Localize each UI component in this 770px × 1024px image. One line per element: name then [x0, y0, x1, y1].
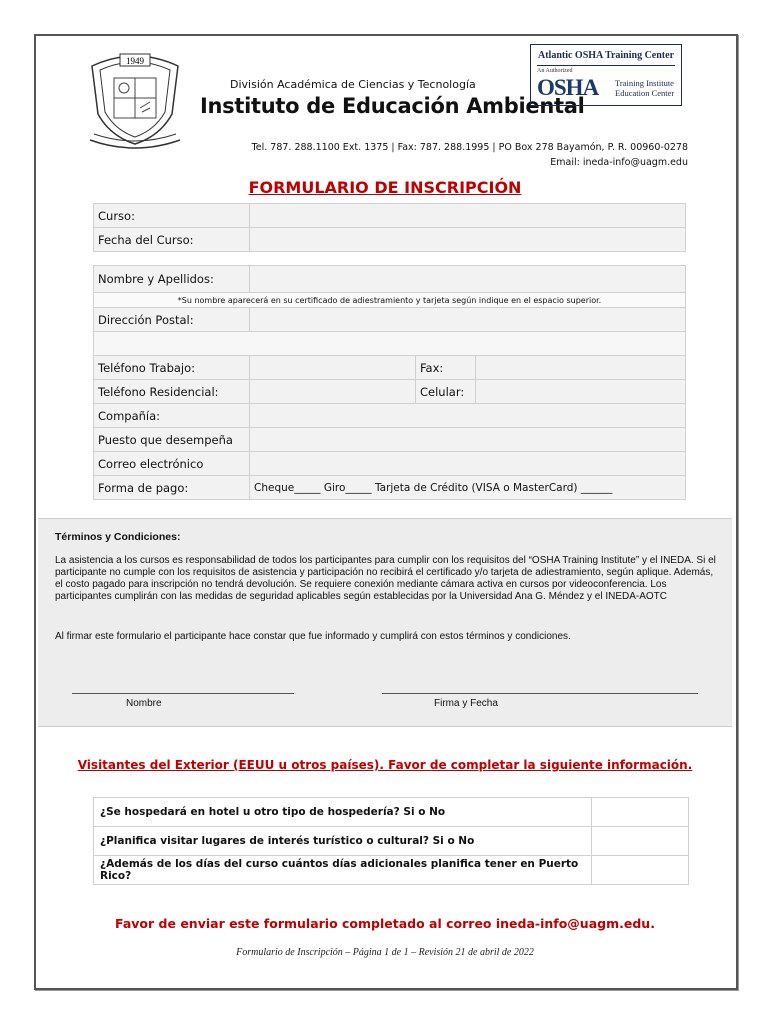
puesto-label: Puesto que desempeña	[94, 428, 250, 452]
fax-label: Fax:	[416, 356, 476, 380]
terms-section	[38, 518, 732, 727]
university-seal-logo	[80, 44, 190, 156]
terms-acknowledgement: Al firmar este formulario el participante hace constar que fue informado y cumplirá con estos términos y condiciones.	[55, 631, 571, 642]
course-table	[93, 203, 686, 252]
nombre-label: Nombre y Apellidos:	[94, 266, 250, 293]
date-signature-line[interactable]	[382, 693, 698, 694]
tel-residencial-label: Teléfono Residencial:	[94, 380, 250, 404]
name-signature-label: Nombre	[126, 698, 162, 709]
compania-label: Compañía:	[94, 404, 250, 428]
division-name: División Académica de Ciencias y Tecnología	[230, 78, 476, 91]
osha-logo-top: Atlantic OSHA Training Center	[537, 50, 675, 61]
answer-tourism[interactable]	[592, 827, 689, 856]
terms-paragraph: La asistencia a los cursos es responsabilidad de todos los participantes para cumplir con los requisitos del “OSHA Training Institute” y el INEDA. Si el participante no cumple con los requisitos de asistencia y participación no recibirá el certificado y/o tarjeta de adiestramiento, según aplique. Además, el costo pagado para inscripción no tendrá devolución. Se requiere conexión mediante cámara activa en cursos por videoconferencia. Los participantes cumplirán con las medidas de seguridad aplicables según establecidas por la Universidad Ana G. Méndez y el INEDA-AOTC	[55, 555, 716, 602]
fax-input[interactable]	[476, 356, 686, 380]
contact-phone-address: Tel. 787. 288.1100 Ext. 1375 | Fax: 787. 288.1995 | PO Box 278 Bayamón, P. R. 00960-0278	[251, 142, 688, 153]
date-signature-label: Firma y Fecha	[434, 698, 498, 709]
participant-table	[93, 265, 686, 500]
institute-name: Instituto de Educación Ambiental	[200, 94, 585, 118]
send-instructions: Favor de enviar este formulario completado al correo ineda-info@uagm.edu.	[115, 916, 655, 931]
nombre-note: *Su nombre aparecerá en su certificado de adiestramiento y tarjeta según indique en el espacio superior.	[94, 293, 686, 308]
answer-hotel[interactable]	[592, 798, 689, 827]
name-signature-line[interactable]	[72, 693, 294, 694]
tel-residencial-input[interactable]	[250, 380, 416, 404]
visitors-heading: Visitantes del Exterior (EEUU u otros países). Favor de completar la siguiente información.	[77, 758, 693, 772]
osha-logo-education: Education Center	[615, 88, 675, 98]
form-title: FORMULARIO DE INSCRIPCIÓN	[248, 178, 522, 197]
direccion-input[interactable]	[250, 308, 686, 332]
seal-year: 1949	[126, 56, 144, 66]
terms-title: Términos y Condiciones:	[55, 531, 181, 543]
correo-input[interactable]	[250, 452, 686, 476]
forma-pago-options[interactable]: Cheque_____ Giro_____ Tarjeta de Crédito (VISA o MasterCard) ______	[250, 476, 686, 500]
osha-logo-training: Training Institute	[615, 78, 674, 88]
nombre-input[interactable]	[250, 266, 686, 293]
celular-label: Celular:	[416, 380, 476, 404]
curso-input[interactable]	[250, 204, 686, 228]
contact-email: Email: ineda-info@uagm.edu	[550, 157, 688, 168]
osha-logo-word: OSHA	[537, 75, 599, 100]
page-footer: Formulario de Inscripción – Página 1 de 1 – Revisión 21 de abril de 2022	[236, 947, 534, 958]
fecha-curso-label: Fecha del Curso:	[94, 228, 250, 252]
direccion-label: Dirección Postal:	[94, 308, 250, 332]
question-hotel: ¿Se hospedará en hotel u otro tipo de hospedería? Si o No	[94, 798, 592, 827]
celular-input[interactable]	[476, 380, 686, 404]
osha-logo-authorized: An Authorized	[537, 68, 573, 74]
direccion-input-line2[interactable]	[94, 332, 686, 356]
tel-trabajo-label: Teléfono Trabajo:	[94, 356, 250, 380]
compania-input[interactable]	[250, 404, 686, 428]
contact-info	[252, 140, 688, 170]
forma-pago-label: Forma de pago:	[94, 476, 250, 500]
answer-extra-days[interactable]	[592, 856, 689, 885]
puesto-input[interactable]	[250, 428, 686, 452]
visitors-table	[93, 797, 689, 885]
correo-label: Correo electrónico	[94, 452, 250, 476]
tel-trabajo-input[interactable]	[250, 356, 416, 380]
curso-label: Curso:	[94, 204, 250, 228]
question-extra-days: ¿Además de los días del curso cuántos días adicionales planifica tener en Puerto Rico?	[94, 856, 592, 885]
question-tourism: ¿Planifica visitar lugares de interés turístico o cultural? Si o No	[94, 827, 592, 856]
osha-training-center-logo	[530, 44, 682, 106]
fecha-curso-input[interactable]	[250, 228, 686, 252]
